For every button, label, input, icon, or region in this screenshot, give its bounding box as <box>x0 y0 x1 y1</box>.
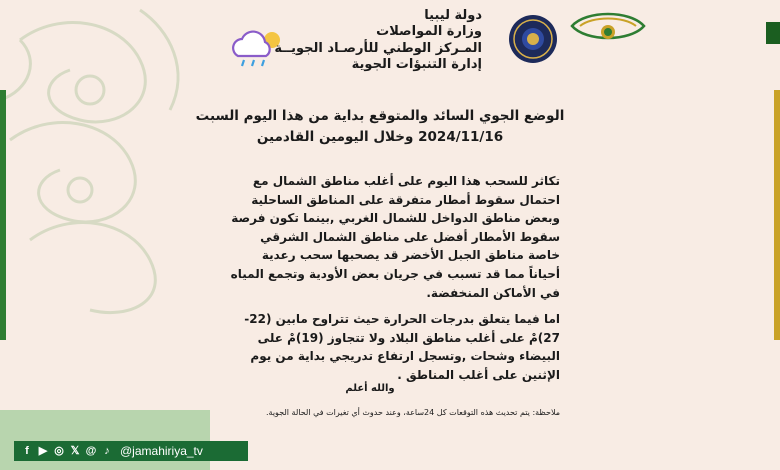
meteorology-seal-logo <box>508 14 558 64</box>
department-name: إدارة التنبؤات الجوية <box>351 56 482 72</box>
left-green-bar <box>0 90 6 340</box>
forecast-body <box>230 172 560 393</box>
tiktok-icon[interactable]: ♪ <box>104 445 110 457</box>
top-green-tab <box>766 22 780 44</box>
center-name: المـركز الوطني للأرصـاد الجويــة <box>274 40 482 56</box>
facebook-icon[interactable]: f <box>25 445 29 457</box>
right-gold-bar <box>774 90 780 340</box>
title-line-2: 2024/11/16 وخلال اليومين القادمين <box>256 128 504 145</box>
social-handle[interactable]: @jamahiriya_tv <box>120 444 203 458</box>
temperature-paragraph: اما فيما يتعلق بدرجات الحرارة حيث تتراوح مابين (22-27)مْ على أغلب مناطق البلاد ولا تتجاوز (19)مْ على البيضاء وشحات ,وتسجل ارتفاع تدريجي بداية من يوم الإثنين على أغلب المناطق . <box>244 312 560 382</box>
threads-icon[interactable]: @ <box>85 445 97 457</box>
ministry-header <box>274 8 482 73</box>
bottom-green-panel <box>0 410 210 470</box>
social-bar <box>14 441 248 461</box>
forecast-title <box>180 106 580 148</box>
arabesque-pattern <box>0 0 220 330</box>
clouds-paragraph: تكاثر للسحب هذا اليوم على أغلب مناطق الشمال مع احتمال سقوط أمطار متفرقة على المناطق الساحلية وبعض مناطق الدواخل للشمال الغربي ,بينما تكون فرصة سقوط الأمطار أفضل على مناطق الشمال الشرقي خاصة مناطق الجبل الأخضر قد يصحبها سحب رعدية أحياناً مما قد تسبب في جريان بعض الأودية وتجمع المياه في الأماكن المنخفضة. <box>230 174 560 300</box>
channel-emblem-logo <box>566 6 650 46</box>
instagram-icon[interactable]: ◎ <box>54 445 64 457</box>
x-icon[interactable]: 𝕏 <box>70 445 80 457</box>
country-name: دولة ليبيا <box>424 8 482 23</box>
update-note: ملاحظة: يتم تحديث هذه التوقعات كل 24ساعة، وعند حدوث أي تغيرات في الحالة الجوية. <box>266 408 560 417</box>
ministry-name: وزارة المواصلات <box>376 24 482 40</box>
title-line-1: الوضع الجوي السائد والمتوقع بداية من هذا اليوم السبت <box>195 108 565 124</box>
youtube-icon[interactable]: ▶ <box>38 445 48 457</box>
signoff: والله أعلم <box>345 383 395 394</box>
